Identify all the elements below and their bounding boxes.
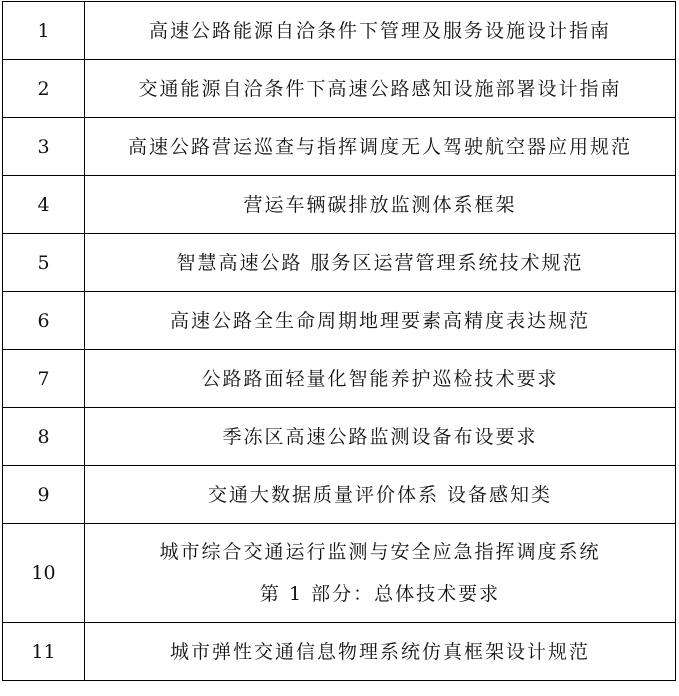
row-number: 1: [3, 2, 85, 60]
table-row: [3, 350, 676, 408]
row-number: 6: [3, 292, 85, 350]
title-line: 公路路面轻量化智能养护巡检技术要求: [201, 367, 559, 390]
table-row: [3, 524, 676, 623]
table-row: [3, 234, 676, 292]
row-number: 8: [3, 408, 85, 466]
row-number: 4: [3, 176, 85, 234]
row-number: 10: [3, 524, 85, 623]
row-number: 9: [3, 466, 85, 524]
standard-title: [85, 292, 676, 350]
table-row: [3, 408, 676, 466]
table-row: [3, 176, 676, 234]
row-number: 5: [3, 234, 85, 292]
standards-table: [2, 1, 676, 681]
row-number: 7: [3, 350, 85, 408]
title-line: 高速公路能源自洽条件下管理及服务设施设计指南: [148, 19, 611, 42]
title-line: 城市综合交通运行监测与安全应急指挥调度系统: [159, 541, 601, 563]
standard-title: [85, 60, 676, 118]
standard-title: [85, 408, 676, 466]
standard-title: [85, 234, 676, 292]
table-row: [3, 466, 676, 524]
row-number: 11: [3, 623, 85, 681]
title-line: 高速公路营运巡查与指挥调度无人驾驶航空器应用规范: [127, 135, 632, 158]
table-row: [3, 118, 676, 176]
title-line: 营运车辆碳排放监测体系框架: [243, 193, 517, 216]
table-row: [3, 623, 676, 681]
title-line: 交通能源自洽条件下高速公路感知设施部署设计指南: [138, 77, 622, 100]
standard-title: [85, 524, 676, 623]
row-number: 3: [3, 118, 85, 176]
table-row: [3, 60, 676, 118]
title-line-part: 第 1 部分：总体技术要求: [259, 583, 501, 605]
standard-title: [85, 118, 676, 176]
table-row: [3, 292, 676, 350]
title-line: 交通大数据质量评价体系 设备感知类: [207, 483, 553, 506]
standard-title: [85, 466, 676, 524]
title-line: 季冻区高速公路监测设备布设要求: [222, 425, 538, 448]
title-line: 智慧高速公路 服务区运营管理系统技术规范: [176, 251, 584, 274]
title-line: 高速公路全生命周期地理要素高精度表达规范: [169, 309, 590, 332]
table-row: [3, 2, 676, 60]
standard-title: [85, 623, 676, 681]
row-number: 2: [3, 60, 85, 118]
standard-title: [85, 176, 676, 234]
title-line: 城市弹性交通信息物理系统仿真框架设计规范: [169, 640, 590, 663]
standard-title: [85, 2, 676, 60]
standard-title: [85, 350, 676, 408]
